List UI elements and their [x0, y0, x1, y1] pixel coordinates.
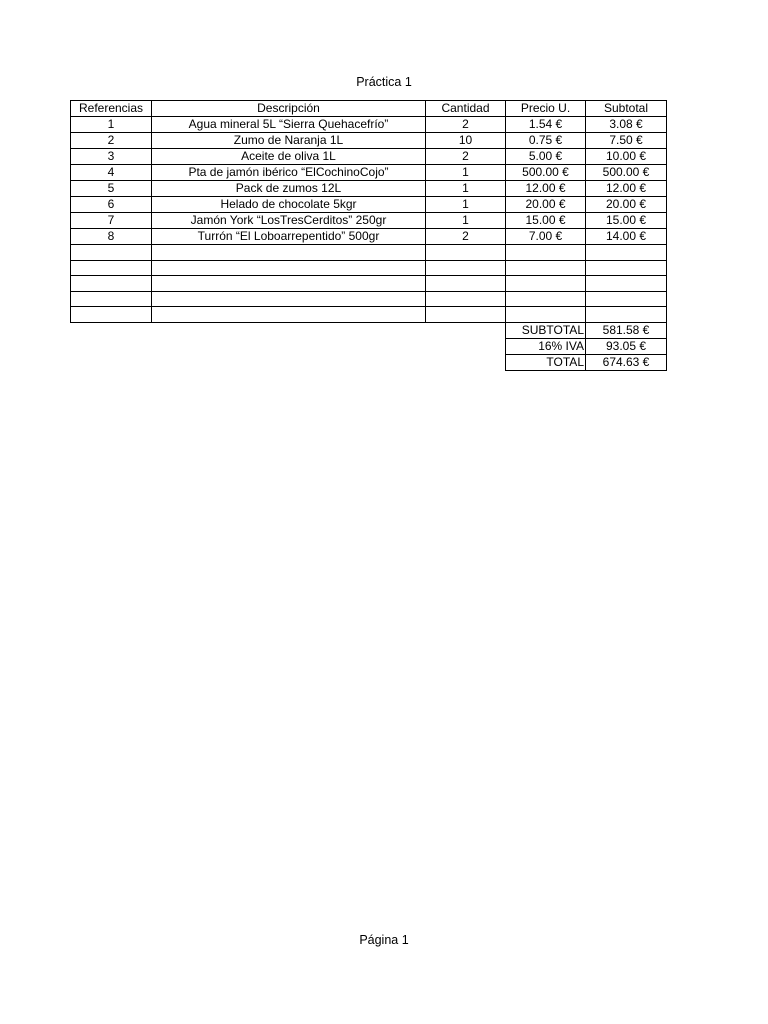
spacer-cell — [426, 338, 506, 354]
empty-cell — [152, 307, 426, 323]
header-referencias: Referencias — [71, 101, 152, 117]
cell-ref: 4 — [71, 165, 152, 181]
cell-ref: 1 — [71, 117, 152, 133]
table-row — [71, 213, 667, 229]
empty-cell — [152, 291, 426, 307]
cell-subtotal: 12.00 € — [586, 181, 667, 197]
header-subtotal: Subtotal — [586, 101, 667, 117]
empty-cell — [426, 276, 506, 292]
page-footer: Página 1 — [359, 933, 409, 947]
cell-price: 500.00 € — [506, 165, 586, 181]
table-row — [71, 197, 667, 213]
table-row — [71, 165, 667, 181]
cell-qty: 2 — [426, 117, 506, 133]
cell-desc: Pack de zumos 12L — [152, 181, 426, 197]
cell-price: 7.00 € — [506, 229, 586, 245]
empty-cell — [71, 307, 152, 323]
empty-cell — [426, 291, 506, 307]
cell-qty: 1 — [426, 165, 506, 181]
table-row — [71, 181, 667, 197]
cell-desc: Agua mineral 5L “Sierra Quehacefrío” — [152, 117, 426, 133]
subtotal-label: SUBTOTAL — [506, 322, 586, 338]
cell-ref: 5 — [71, 181, 152, 197]
cell-qty: 2 — [426, 149, 506, 165]
cell-qty: 10 — [426, 133, 506, 149]
cell-price: 0.75 € — [506, 133, 586, 149]
spacer-cell — [426, 354, 506, 370]
iva-label: 16% IVA — [506, 338, 586, 354]
cell-qty: 2 — [426, 229, 506, 245]
empty-cell — [586, 307, 667, 323]
cell-qty: 1 — [426, 197, 506, 213]
spacer-cell — [426, 322, 506, 338]
table-row — [71, 149, 667, 165]
empty-cell — [152, 276, 426, 292]
cell-desc: Pta de jamón ibérico “ElCochinoCojo” — [152, 165, 426, 181]
empty-cell — [152, 245, 426, 261]
cell-price: 5.00 € — [506, 149, 586, 165]
header-precio-unitario: Precio U. — [506, 101, 586, 117]
empty-cell — [426, 260, 506, 276]
spacer-cell — [152, 322, 426, 338]
cell-desc: Aceite de oliva 1L — [152, 149, 426, 165]
cell-subtotal: 7.50 € — [586, 133, 667, 149]
empty-cell — [71, 260, 152, 276]
cell-ref: 7 — [71, 213, 152, 229]
empty-cell — [426, 245, 506, 261]
empty-row — [71, 260, 667, 276]
empty-cell — [506, 276, 586, 292]
empty-cell — [506, 307, 586, 323]
cell-ref: 2 — [71, 133, 152, 149]
empty-cell — [71, 291, 152, 307]
spacer-cell — [71, 322, 152, 338]
cell-ref: 6 — [71, 197, 152, 213]
table-header-row — [71, 101, 667, 117]
invoice-table — [70, 100, 667, 371]
totals-row-subtotal — [71, 322, 667, 338]
cell-subtotal: 3.08 € — [586, 117, 667, 133]
subtotal-value: 581.58 € — [586, 322, 667, 338]
header-descripcion: Descripción — [152, 101, 426, 117]
totals-row-iva — [71, 338, 667, 354]
empty-cell — [586, 260, 667, 276]
totals-row-total — [71, 354, 667, 370]
empty-cell — [506, 291, 586, 307]
total-value: 674.63 € — [586, 354, 667, 370]
cell-subtotal: 20.00 € — [586, 197, 667, 213]
spacer-cell — [152, 338, 426, 354]
cell-qty: 1 — [426, 213, 506, 229]
empty-row — [71, 307, 667, 323]
page-title: Práctica 1 — [356, 75, 412, 89]
iva-value: 93.05 € — [586, 338, 667, 354]
cell-price: 1.54 € — [506, 117, 586, 133]
empty-row — [71, 245, 667, 261]
cell-subtotal: 500.00 € — [586, 165, 667, 181]
table-row — [71, 133, 667, 149]
empty-cell — [586, 276, 667, 292]
header-cantidad: Cantidad — [426, 101, 506, 117]
cell-subtotal: 15.00 € — [586, 213, 667, 229]
empty-cell — [586, 291, 667, 307]
empty-cell — [426, 307, 506, 323]
empty-cell — [506, 260, 586, 276]
cell-desc: Zumo de Naranja 1L — [152, 133, 426, 149]
total-label: TOTAL — [506, 354, 586, 370]
empty-cell — [506, 245, 586, 261]
empty-cell — [71, 245, 152, 261]
cell-price: 15.00 € — [506, 213, 586, 229]
table-row — [71, 229, 667, 245]
empty-cell — [586, 245, 667, 261]
table-row — [71, 117, 667, 133]
cell-desc: Helado de chocolate 5kgr — [152, 197, 426, 213]
cell-price: 20.00 € — [506, 197, 586, 213]
spacer-cell — [71, 354, 152, 370]
cell-subtotal: 14.00 € — [586, 229, 667, 245]
spacer-cell — [71, 338, 152, 354]
cell-price: 12.00 € — [506, 181, 586, 197]
empty-row — [71, 291, 667, 307]
empty-cell — [71, 276, 152, 292]
cell-ref: 8 — [71, 229, 152, 245]
cell-subtotal: 10.00 € — [586, 149, 667, 165]
cell-ref: 3 — [71, 149, 152, 165]
empty-cell — [152, 260, 426, 276]
cell-desc: Turrón “El Loboarrepentido” 500gr — [152, 229, 426, 245]
cell-desc: Jamón York “LosTresCerditos” 250gr — [152, 213, 426, 229]
spacer-cell — [152, 354, 426, 370]
cell-qty: 1 — [426, 181, 506, 197]
empty-row — [71, 276, 667, 292]
